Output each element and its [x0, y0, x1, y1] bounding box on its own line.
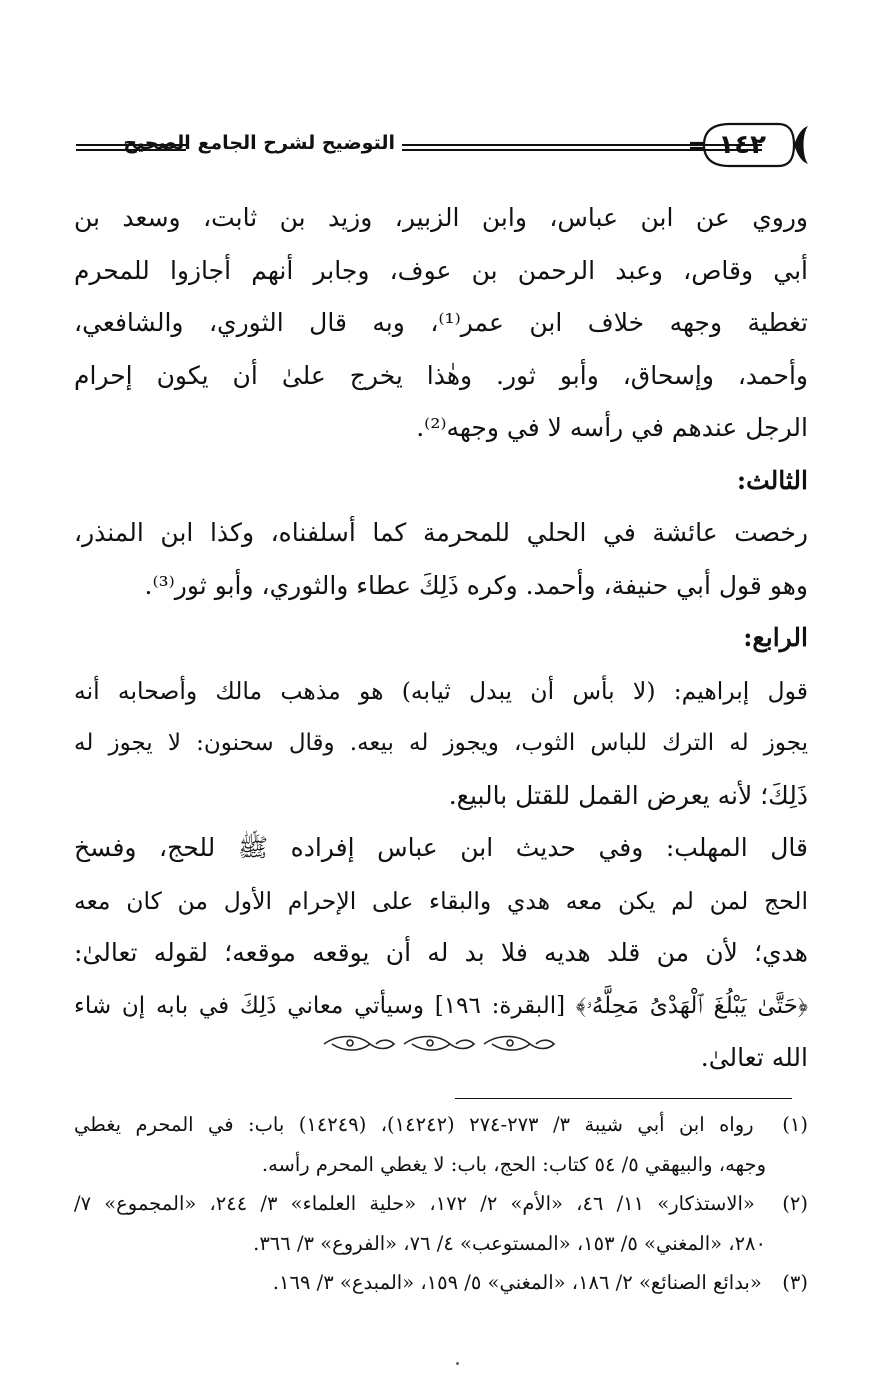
header-title: التوضيح لشرح الجامع الصحيح: [123, 132, 395, 154]
scan-speck: [456, 1362, 459, 1365]
footnote-text: «الاستذكار» ١١/ ٤٦، «الأم» ٢/ ١٧٢، «حلية العلماء» ٣/ ٢٤٤، «المجموع» ٧/: [74, 1192, 755, 1215]
text-line: وروي عن ابن عباس، وابن الزبير، وزيد بن ثابت، وسعد بن: [74, 203, 808, 232]
text-line: ذَلِكَ؛ لأنه يعرض القمل للقتل بالبيع.: [448, 780, 808, 810]
quran-verse-line: ﴿حَتَّىٰ يَبْلُغَ ٱلْهَدْىُ مَحِلَّهُۥ﴾ [البقرة: ١٩٦] وسيأتي معاني ذَلِكَ في بابه إن شاء: [74, 992, 808, 1019]
footnotes: [74, 1105, 808, 1303]
text-line: الرجل عندهم في رأسه لا في وجهه⁽²⁾.: [416, 413, 808, 442]
text-line: قول إبراهيم: (لا بأس أن يبدل ثيابه) هو مذهب مالك وأصحابه أنه: [74, 676, 808, 705]
text-line: قال المهلب: وفي حديث ابن عباس إفراده ﷺ للحج، وفسخ: [74, 833, 808, 862]
page-number: ١٤٢: [718, 130, 766, 160]
footnote-number: (١): [782, 1113, 808, 1136]
text-line: رخصت عائشة في الحلي للمحرمة كما أسلفناه، وكذا ابن المنذر،: [74, 518, 808, 547]
floral-ornament-icon: [318, 1032, 558, 1056]
text-line: تغطية وجهه خلاف ابن عمر⁽¹⁾، وبه قال الثوري، والشافعي،: [74, 308, 808, 337]
main-text: [74, 192, 808, 1085]
footnote-line: [74, 1105, 808, 1145]
footnote-line: [74, 1184, 808, 1224]
text-line: أبي وقاص، وعبد الرحمن بن عوف، وجابر أنهم أجازوا للمحرم: [74, 255, 808, 285]
page-number-badge: [690, 120, 810, 170]
section-heading: الثالث:: [736, 465, 808, 495]
footnote-number: (٣): [782, 1271, 808, 1294]
text-line: وهو قول أبي حنيفة، وأحمد. وكره ذَلِكَ عطاء والثوري، وأبو ثور⁽³⁾.: [144, 570, 808, 600]
text-line: يجوز له الترك للباس الثوب، ويجوز له بيعه. وقال سحنون: لا يجوز له: [74, 730, 808, 756]
section-heading: الرابع:: [743, 623, 808, 652]
text-line: هدي؛ لأن من قلد هديه فلا بد له أن يوقعه موقعه؛ لقوله تعالىٰ:: [74, 938, 808, 967]
text-line: وأحمد، وإسحاق، وأبو ثور. وهٰذا يخرج علىٰ أن يكون إحرام: [74, 360, 808, 390]
text-line: الحج لمن لم يكن معه هدي والبقاء على الإحرام الأول من كان معه: [74, 886, 808, 915]
footnote-text: «بدائع الصنائع» ٢/ ١٨٦، «المغني» ٥/ ١٥٩، «المبدع» ٣/ ١٦٩.: [272, 1271, 762, 1294]
text-line: الله تعالىٰ.: [700, 1043, 808, 1072]
running-header: [70, 118, 810, 178]
footnote-line: [74, 1263, 808, 1303]
footnote-line: وجهه، والبيهقي ٥/ ٥٤ كتاب: الحج، باب: لا يغطي المحرم رأسه.: [261, 1152, 766, 1176]
footnote-line: ٢٨٠، «المغني» ٥/ ١٥٣، «المستوعب» ٤/ ٧٦، «الفروع» ٣/ ٣٦٦.: [253, 1231, 766, 1255]
section-ornament: [318, 1032, 558, 1056]
footnote-text: رواه ابن أبي شيبة ٣/ ٢٧٣-٢٧٤ (١٤٢٤٢)، (١٤٢٤٩) باب: في المحرم يغطي: [74, 1113, 754, 1136]
footnote-separator: [455, 1098, 792, 1099]
footnote-number: (٢): [782, 1192, 808, 1215]
